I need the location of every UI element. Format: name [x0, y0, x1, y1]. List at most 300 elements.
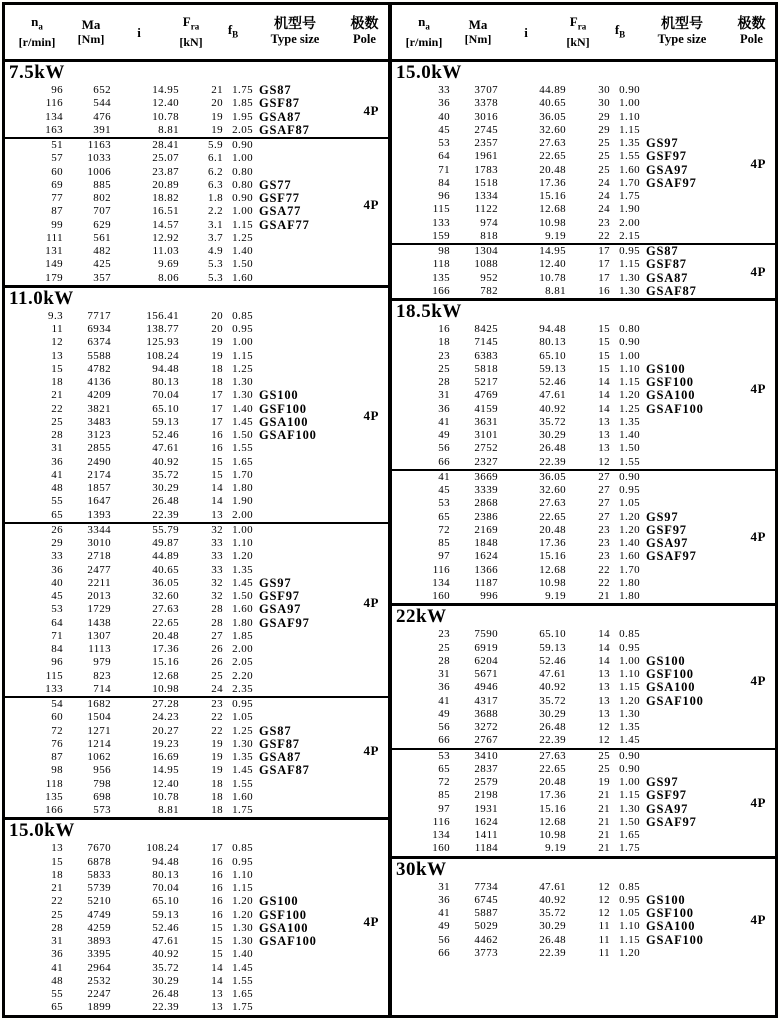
type-size-label: GSA97: [646, 162, 689, 177]
ma-cell: 4209: [87, 389, 111, 402]
table-row: [5, 537, 388, 550]
na-cell: 166: [45, 804, 63, 816]
type-size-label: GS97: [259, 575, 292, 590]
fra-cell: 23: [211, 698, 223, 710]
header-type-size: 机型号 Type size: [270, 16, 320, 46]
na-cell: 36: [51, 455, 63, 468]
type-size-label: GSF77: [259, 191, 300, 205]
table-row: [5, 643, 388, 656]
header-service-factor: $f_B$: [614, 21, 626, 40]
table-row: [5, 670, 388, 683]
i-cell: 30.29: [539, 429, 566, 441]
na-cell: 87: [51, 205, 63, 218]
na-cell: 15: [51, 362, 63, 375]
type-size-label: GSF87: [259, 736, 300, 751]
type-size-label: GSF97: [646, 788, 687, 803]
header-speed: $n_a$ [r/min]: [18, 14, 56, 49]
i-cell: 32.60: [539, 484, 566, 496]
na-cell: 96: [51, 656, 63, 669]
table-row: [5, 509, 388, 522]
na-cell: 163: [45, 123, 63, 136]
na-cell: 12: [51, 336, 63, 349]
fra-cell: 4.9: [208, 245, 223, 257]
right-table-half: [390, 5, 775, 1015]
fb-cell: 1.75: [619, 842, 640, 855]
i-cell: 8.81: [545, 284, 566, 297]
i-cell: 156.41: [146, 309, 179, 322]
na-cell: 18: [51, 376, 63, 388]
table-row: [392, 668, 775, 681]
ma-cell: 698: [93, 790, 111, 803]
type-size-label: GSF100: [259, 907, 307, 922]
ma-cell: 1504: [87, 711, 111, 724]
table-row: [392, 628, 775, 641]
na-cell: 64: [438, 150, 450, 163]
na-cell: 60: [51, 711, 63, 724]
table-row: [5, 97, 388, 110]
ma-cell: 1006: [87, 165, 111, 178]
table-row: [392, 350, 775, 363]
fra-cell: 19: [211, 336, 223, 349]
fb-cell: 1.15: [619, 258, 640, 271]
i-cell: 30.29: [539, 707, 566, 720]
power-section: [392, 298, 775, 603]
table-row: [392, 323, 775, 336]
fb-cell: 1.85: [232, 97, 253, 110]
ma-cell: 1088: [474, 258, 498, 271]
section-title: 7.5kW: [9, 62, 65, 83]
i-cell: 20.27: [152, 724, 179, 737]
fra-cell: 14: [598, 402, 610, 415]
fb-cell: 1.50: [619, 442, 640, 455]
ma-cell: 1857: [87, 482, 111, 494]
i-cell: 20.89: [152, 178, 179, 191]
fb-cell: 1.35: [619, 721, 640, 733]
na-cell: 56: [438, 933, 450, 946]
na-cell: 53: [438, 497, 450, 510]
i-cell: 10.78: [539, 271, 566, 284]
i-cell: 12.68: [539, 815, 566, 828]
table-row: [5, 139, 388, 152]
na-cell: 87: [51, 751, 63, 763]
fb-cell: 2.00: [232, 643, 253, 655]
ma-cell: 3339: [474, 484, 498, 496]
fra-cell: 17: [211, 415, 223, 428]
fb-cell: 1.30: [619, 271, 640, 284]
fb-cell: 1.60: [619, 163, 640, 176]
header-ratio: i: [524, 24, 528, 40]
fra-cell: 5.9: [208, 139, 223, 151]
na-cell: 118: [45, 777, 63, 790]
ma-cell: 6204: [474, 654, 498, 667]
ma-cell: 652: [93, 84, 111, 96]
table-row: [5, 778, 388, 791]
table-row: [392, 907, 775, 920]
table-row: [5, 456, 388, 469]
ma-cell: 2174: [87, 468, 111, 481]
pole-label: 4P: [750, 912, 766, 928]
table-row: [5, 617, 388, 630]
type-size-label: GSA100: [646, 680, 696, 695]
i-cell: 10.78: [152, 110, 179, 123]
i-cell: 70.04: [152, 389, 179, 402]
i-cell: 9.69: [158, 258, 179, 271]
fra-cell: 27: [598, 470, 610, 483]
ma-cell: 476: [93, 110, 111, 123]
fra-cell: 24: [598, 203, 610, 216]
gear-group-block: [392, 881, 775, 961]
fb-cell: 1.10: [232, 868, 253, 881]
power-section: [5, 285, 388, 818]
ma-cell: 7590: [474, 628, 498, 641]
i-cell: 12.40: [539, 258, 566, 271]
fra-cell: 21: [598, 829, 610, 841]
header-speed: $n_a$ [r/min]: [405, 14, 443, 49]
table-row: [5, 711, 388, 724]
fb-cell: 1.60: [232, 603, 253, 616]
fb-cell: 1.20: [619, 510, 640, 523]
fra-cell: 24: [598, 176, 610, 189]
header-pole: 极数 Pole: [737, 16, 766, 46]
ma-cell: 782: [480, 284, 498, 297]
gear-group-block: [5, 84, 388, 137]
table-row: [392, 577, 775, 590]
ma-cell: 1334: [474, 190, 498, 202]
na-cell: 116: [45, 97, 63, 110]
na-cell: 56: [438, 721, 450, 733]
i-cell: 14.95: [152, 764, 179, 777]
fb-cell: 1.95: [232, 110, 253, 123]
fra-cell: 27: [598, 497, 610, 510]
i-cell: 25.07: [152, 152, 179, 165]
table-row: [392, 245, 775, 258]
fra-cell: 29: [598, 110, 610, 123]
fb-cell: 0.90: [619, 470, 640, 483]
fra-cell: 19: [598, 776, 610, 788]
i-cell: 40.65: [539, 97, 566, 110]
gear-group-block: [5, 522, 388, 696]
fra-cell: 17: [598, 245, 610, 257]
type-size-label: GSAF100: [646, 401, 704, 416]
fra-cell: 26: [211, 643, 223, 655]
fra-cell: 18: [211, 804, 223, 816]
type-size-label: GSF100: [646, 375, 694, 389]
fb-cell: 1.25: [232, 724, 253, 737]
i-cell: 94.48: [152, 855, 179, 868]
na-cell: 56: [438, 442, 450, 455]
na-cell: 97: [438, 550, 450, 563]
ma-cell: 1848: [474, 537, 498, 549]
fb-cell: 1.70: [619, 563, 640, 576]
ma-cell: 6934: [87, 323, 111, 335]
fb-cell: 1.35: [232, 751, 253, 763]
i-cell: 36.05: [152, 576, 179, 589]
table-row: [392, 389, 775, 402]
table-row: [5, 124, 388, 137]
fb-cell: 1.05: [619, 907, 640, 919]
i-cell: 12.92: [152, 231, 179, 244]
type-size-label: GSAF97: [646, 814, 697, 829]
fra-cell: 15: [211, 455, 223, 468]
table-row: [5, 764, 388, 777]
fb-cell: 1.00: [232, 205, 253, 218]
i-cell: 36.05: [539, 470, 566, 483]
na-cell: 18: [438, 336, 450, 349]
fb-cell: 1.75: [232, 804, 253, 816]
i-cell: 17.36: [539, 789, 566, 802]
na-cell: 118: [432, 258, 450, 271]
pole-label: 4P: [750, 794, 766, 810]
table-row: [392, 750, 775, 763]
na-cell: 41: [438, 907, 450, 919]
i-cell: 9.19: [545, 229, 566, 242]
na-cell: 9.3: [48, 309, 63, 322]
section-title: 15.0kW: [9, 820, 75, 842]
ma-cell: 3378: [474, 97, 498, 110]
type-size-label: GSA100: [646, 388, 696, 403]
type-size-label: GSA77: [259, 204, 302, 219]
ma-cell: 1307: [87, 629, 111, 642]
fb-cell: 1.35: [619, 415, 640, 428]
na-cell: 66: [438, 946, 450, 959]
fb-cell: 1.45: [619, 734, 640, 747]
na-cell: 40: [51, 576, 63, 589]
fb-cell: 2.20: [232, 669, 253, 682]
na-cell: 65: [51, 508, 63, 521]
table-row: [5, 232, 388, 245]
na-cell: 41: [438, 415, 450, 428]
table-row: [5, 856, 388, 869]
table-row: [392, 934, 775, 947]
fb-cell: 1.00: [232, 336, 253, 349]
ma-cell: 3483: [87, 415, 111, 428]
i-cell: 30.29: [152, 974, 179, 987]
na-cell: 77: [51, 192, 63, 204]
i-cell: 22.39: [152, 1001, 179, 1014]
type-size-label: GSAF87: [259, 763, 310, 778]
fb-cell: 1.40: [232, 948, 253, 961]
ma-cell: 823: [93, 669, 111, 682]
fb-cell: 1.50: [619, 815, 640, 828]
fb-cell: 1.15: [619, 933, 640, 946]
fra-cell: 12: [598, 907, 610, 919]
column-header-row-left: [5, 5, 388, 62]
fra-cell: 12: [598, 893, 610, 906]
ma-cell: 1033: [87, 152, 111, 165]
ma-cell: 3410: [474, 749, 498, 762]
gear-group-block: [392, 243, 775, 298]
table-row: [5, 842, 388, 855]
i-cell: 65.10: [152, 895, 179, 908]
fb-cell: 0.90: [619, 762, 640, 775]
type-size-label: GS87: [259, 723, 292, 738]
na-cell: 15: [51, 855, 63, 868]
i-cell: 17.36: [152, 643, 179, 655]
ma-cell: 1783: [474, 163, 498, 176]
fb-cell: 1.40: [232, 245, 253, 257]
type-size-label: GSA87: [259, 750, 302, 764]
fra-cell: 23: [598, 537, 610, 549]
na-cell: 160: [432, 842, 450, 855]
ma-cell: 7717: [87, 309, 111, 322]
fra-cell: 21: [598, 802, 610, 815]
fra-cell: 25: [598, 762, 610, 775]
fra-cell: 15: [598, 323, 610, 335]
ma-cell: 544: [93, 97, 111, 110]
na-cell: 31: [51, 442, 63, 455]
na-cell: 135: [432, 271, 450, 284]
i-cell: 22.39: [539, 734, 566, 747]
fra-cell: 20: [211, 97, 223, 110]
fra-cell: 22: [211, 724, 223, 737]
fra-cell: 18: [211, 376, 223, 388]
table-row: [392, 217, 775, 230]
table-row: [392, 721, 775, 734]
table-frame: [2, 2, 778, 1018]
table-row: [392, 471, 775, 484]
fra-cell: 27: [598, 484, 610, 496]
ma-cell: 5671: [474, 668, 498, 680]
na-cell: 26: [51, 523, 63, 536]
fra-cell: 13: [598, 681, 610, 694]
type-size-label: GSF100: [646, 906, 694, 920]
table-row: [392, 947, 775, 960]
i-cell: 59.13: [539, 362, 566, 375]
na-cell: 166: [432, 284, 450, 297]
na-cell: 31: [438, 668, 450, 680]
ma-cell: 2198: [474, 789, 498, 802]
type-size-label: GSAF100: [259, 428, 317, 442]
fb-cell: 1.45: [232, 576, 253, 589]
fra-cell: 13: [598, 442, 610, 455]
ma-cell: 802: [93, 192, 111, 204]
ma-cell: 1062: [87, 751, 111, 763]
type-size-label: GSF97: [259, 589, 300, 603]
fb-cell: 1.00: [232, 152, 253, 165]
type-size-label: GSA100: [259, 920, 309, 935]
ma-cell: 1122: [474, 203, 498, 216]
i-cell: 15.16: [152, 656, 179, 669]
fra-cell: 1.8: [208, 192, 223, 204]
na-cell: 49: [438, 920, 450, 933]
ma-cell: 6745: [474, 893, 498, 906]
table-row: [392, 894, 775, 907]
i-cell: 59.13: [539, 641, 566, 654]
i-cell: 12.68: [539, 203, 566, 216]
fb-cell: 1.50: [232, 258, 253, 271]
na-cell: 41: [51, 961, 63, 974]
type-size-label: GSAF100: [646, 932, 704, 947]
table-row: [5, 564, 388, 577]
ma-cell: 2013: [87, 590, 111, 602]
ma-cell: 952: [480, 271, 498, 284]
table-row: [392, 681, 775, 694]
fb-cell: 1.40: [619, 537, 640, 549]
header-type-size: 机型号 Type size: [657, 16, 707, 46]
table-row: [5, 1001, 388, 1014]
table-row: [5, 882, 388, 895]
na-cell: 45: [438, 484, 450, 496]
i-cell: 16.69: [152, 751, 179, 763]
pole-label: 4P: [363, 913, 379, 929]
section-title: 18.5kW: [396, 301, 462, 322]
na-cell: 84: [438, 176, 450, 189]
table-row: [392, 111, 775, 124]
table-row: [5, 630, 388, 643]
i-cell: 47.61: [539, 389, 566, 402]
fra-cell: 25: [598, 137, 610, 149]
fra-cell: 17: [598, 258, 610, 271]
fra-cell: 14: [598, 641, 610, 654]
table-row: [392, 429, 775, 442]
fra-cell: 25: [211, 669, 223, 682]
na-cell: 31: [51, 935, 63, 947]
ma-cell: 561: [93, 231, 111, 244]
fra-cell: 25: [598, 749, 610, 762]
column-header-row-right: [392, 5, 775, 62]
na-cell: 36: [51, 563, 63, 576]
fb-cell: 1.05: [619, 497, 640, 510]
table-row: [5, 751, 388, 764]
table-row: [392, 655, 775, 668]
table-row: [5, 524, 388, 537]
type-size-label: GSAF100: [259, 934, 317, 948]
fb-cell: 1.40: [619, 429, 640, 441]
i-cell: 47.61: [539, 668, 566, 680]
fb-cell: 1.60: [232, 271, 253, 284]
ma-cell: 798: [93, 777, 111, 790]
fra-cell: 14: [598, 376, 610, 388]
fra-cell: 28: [211, 603, 223, 616]
type-size-label: GSF97: [646, 149, 687, 164]
fra-cell: 32: [211, 523, 223, 536]
ma-cell: 3272: [474, 721, 498, 733]
table-row: [5, 179, 388, 192]
fra-cell: 18: [211, 790, 223, 803]
na-cell: 33: [51, 550, 63, 563]
fra-cell: 16: [211, 895, 223, 908]
ma-cell: 2579: [474, 776, 498, 788]
ma-cell: 1163: [87, 139, 111, 151]
ma-cell: 1961: [474, 150, 498, 163]
i-cell: 27.63: [539, 749, 566, 762]
fra-cell: 20: [211, 309, 223, 322]
ma-cell: 4462: [474, 933, 498, 946]
table-row: [392, 708, 775, 721]
i-cell: 65.10: [539, 628, 566, 641]
i-cell: 20.48: [152, 629, 179, 642]
fra-cell: 16: [211, 442, 223, 455]
pole-label: 4P: [363, 743, 379, 758]
pole-label: 4P: [363, 407, 379, 423]
table-row: [392, 230, 775, 243]
ma-cell: 3669: [474, 470, 498, 483]
fb-cell: 1.40: [232, 402, 253, 415]
i-cell: 40.92: [152, 455, 179, 468]
table-row: [392, 734, 775, 747]
pole-label: 4P: [750, 529, 766, 544]
i-cell: 26.48: [539, 442, 566, 455]
fra-cell: 6.3: [208, 178, 223, 191]
na-cell: 133: [432, 216, 450, 229]
i-cell: 80.13: [152, 376, 179, 388]
table-row: [392, 164, 775, 177]
table-row: [5, 336, 388, 349]
fb-cell: 1.45: [232, 764, 253, 777]
table-row: [5, 909, 388, 922]
fb-cell: 1.30: [232, 737, 253, 750]
ma-cell: 8425: [474, 323, 498, 335]
